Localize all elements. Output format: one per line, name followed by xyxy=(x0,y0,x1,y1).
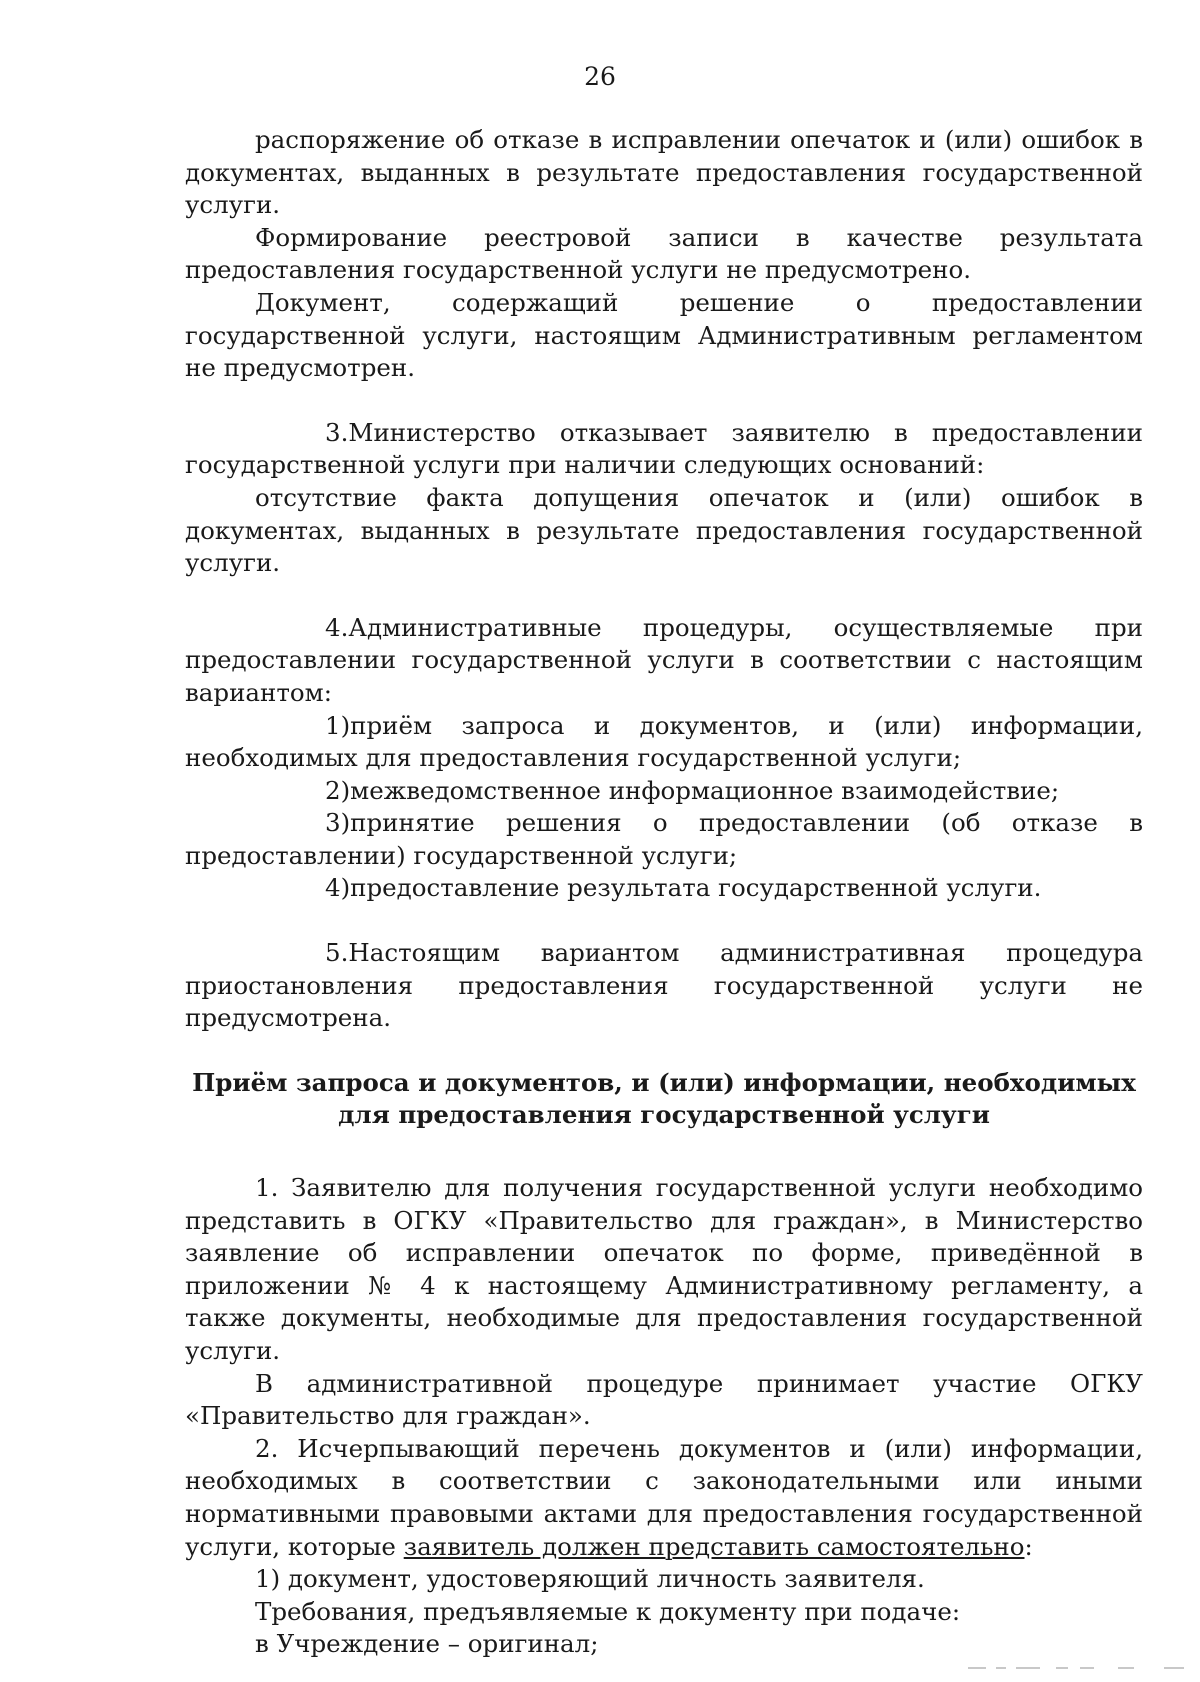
paragraph-number: 4. xyxy=(325,612,349,642)
list-item-number: 4) xyxy=(325,873,351,903)
list-item-number: 2) xyxy=(325,775,351,805)
section-heading xyxy=(185,1067,1143,1132)
list-item-number: 3) xyxy=(325,808,351,838)
paragraph-refusal-grounds xyxy=(185,417,1143,482)
list-item xyxy=(185,872,1143,905)
paragraph-text: Настоящим вариантом административная процедура приостановления предоставления государственной услуги не предусмотрена. xyxy=(185,938,1143,1033)
paragraph-number: 3. xyxy=(325,417,349,447)
paragraph-application-submission: 1. Заявителю для получения государственной услуги необходимо представить в ОГКУ «Правительство для граждан», в Министерство заявление об исправлении опечаток по форме, приведённой в приложении № 4 к настоящему Административному регламенту, а также документы, необходимые для предоставления государственной услуги. xyxy=(185,1173,1143,1365)
paragraph-text: : xyxy=(1024,1531,1033,1561)
paragraph-required-documents xyxy=(185,1433,1143,1563)
scan-artifact-marks xyxy=(968,1667,1198,1671)
list-item-text: предоставление результата государственной услуги. xyxy=(350,873,1042,903)
list-item xyxy=(185,775,1143,808)
paragraph-decision-document: Документ, содержащий решение о предоставлении государственной услуги, настоящим Административным регламентом не предусмотрен. xyxy=(185,287,1143,383)
list-item xyxy=(185,710,1143,775)
paragraph-institution-original: в Учреждение – оригинал; xyxy=(255,1629,599,1659)
paragraph-participant: В административной процедуре принимает участие ОГКУ «Правительство для граждан». xyxy=(185,1368,1143,1431)
paragraph-refusal-order: распоряжение об отказе в исправлении опечаток и (или) ошибок в документах, выданных в результате предоставления государственной услуги. xyxy=(185,125,1143,220)
paragraph-number: 5. xyxy=(325,938,349,968)
paragraph-registry-record: Формирование реестровой записи в качестве результата предоставления государственной услуги не предусмотрено. xyxy=(185,222,1143,285)
paragraph-admin-procedures xyxy=(185,612,1143,710)
list-item-number: 1) xyxy=(325,710,351,740)
paragraph-identity-document: 1) документ, удостоверяющий личность заявителя. xyxy=(255,1564,925,1594)
underlined-text: заявитель должен представить самостоятельно xyxy=(403,1531,1025,1561)
paragraph-text: 2. Исчерпывающий перечень документов и (или) информации, необходимых в соответствии с законодательными или иными нормативными правовыми актами для предоставления государственной услуги, которые xyxy=(185,1433,1143,1561)
section-heading-line: для предоставления государственной услуги xyxy=(338,1100,990,1130)
section-heading-line: Приём запроса и документов, и (или) информации, необходимых xyxy=(192,1067,1136,1097)
paragraph-text: Административные процедуры, осуществляемые при предоставлении государственной услуги в соответствии с настоящим вариантом: xyxy=(185,612,1143,707)
list-item xyxy=(185,807,1143,872)
paragraph-suspension xyxy=(185,937,1143,1035)
list-item-text: приём запроса и документов, и (или) информации, необходимых для предоставления государственной услуги; xyxy=(185,710,1143,773)
page-number: 26 xyxy=(584,62,616,91)
list-item-text: межведомственное информационное взаимодействие; xyxy=(350,775,1060,805)
document-body xyxy=(185,124,1143,1661)
paragraph-text: Министерство отказывает заявителю в предоставлении государственной услуги при наличии следующих оснований: xyxy=(185,417,1143,480)
paragraph-document-requirements: Требования, предъявляемые к документу при подаче: xyxy=(255,1596,961,1626)
paragraph-refusal-ground-item: отсутствие факта допущения опечаток и (или) ошибок в документах, выданных в результате предоставления государственной услуги. xyxy=(185,482,1143,578)
list-item-text: принятие решения о предоставлении (об отказе в предоставлении) государственной услуги; xyxy=(185,808,1143,870)
